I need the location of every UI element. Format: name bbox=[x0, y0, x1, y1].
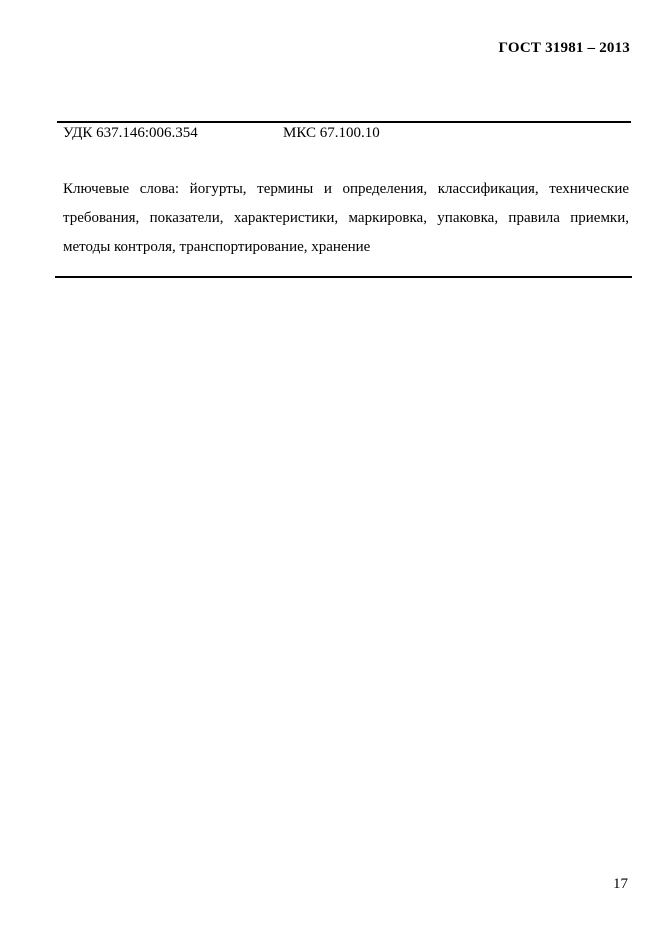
udk-code: УДК 637.146:006.354 bbox=[63, 125, 198, 141]
keywords-line-2: требования, показатели, характеристики, маркировка, упаковка, правила приемки, bbox=[63, 210, 629, 226]
mks-code: МКС 67.100.10 bbox=[283, 125, 380, 141]
top-divider bbox=[57, 121, 631, 123]
page-number: 17 bbox=[613, 876, 628, 892]
keywords-line-3: методы контроля, транспортирование, хранение bbox=[63, 239, 371, 255]
bottom-divider bbox=[55, 276, 632, 278]
keywords-line-1: Ключевые слова: йогурты, термины и определения, классификация, технические bbox=[63, 181, 629, 197]
standard-number-header: ГОСТ 31981 – 2013 bbox=[498, 40, 630, 56]
keywords-paragraph bbox=[63, 175, 629, 262]
